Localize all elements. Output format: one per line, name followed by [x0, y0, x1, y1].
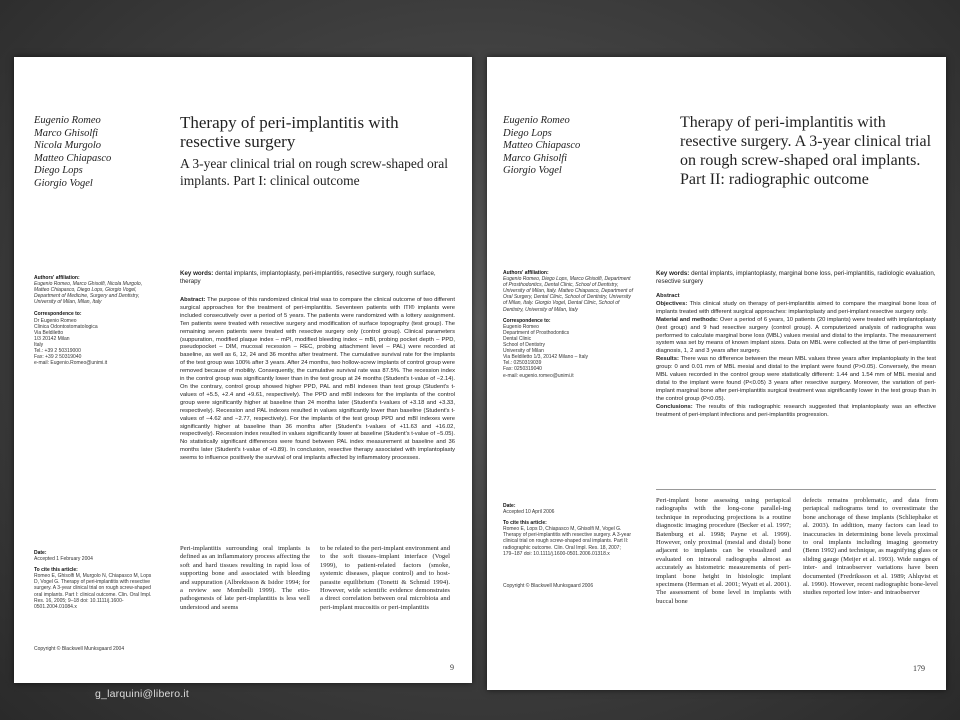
affiliation-text: Eugenio Romeo, Diego Lops, Marco Ghisolfi, Department of Prosthodontics, Dental Clinic, School of Dentistry, University of Milan, Italy. Matteo Chiapasco, Department of Oral Surgery, Dental Clinic, School of Dentistry, University of Milan, Italy. Giorgio Vogel, Dental Clinic, School of Dentistry, University of Milan, Italy: [503, 276, 633, 313]
correspondence-text: Eugenio Romeo Department of Prosthodontics Dental Clinic School of Dentistry University of Milan Via Beldiletto 1/3, 20142 Milano – Italy Tel.: 0250319039 Fax: 0250319040 e-mail: eugenio.romeo@unimi.it: [503, 323, 588, 379]
date-text: Accepted 10 April 2006: [503, 509, 555, 516]
keywords-text: dental implants, implantoplasty, marginal bone loss, peri-implantitis, radiologic evaluation, resective surgery: [656, 270, 936, 285]
date-block: [34, 550, 156, 610]
abstract-text: The purpose of this randomized clinical trial was to compare the clinical outcome of two different surgical approaches for the treatment of peri-implantitis. Seventeen patients with ITI® implants were included consecutively over a period of 5 years. The patients were randomized with a lottery assignment. Ten patients were treated with resective surgery and modification of surface topography (test group). The remaining seven patients were treated with resective surgery only (control group). Clinical parameters (suppuration, modified plaque index – mPI, modified bleeding index – mBI, probing pocket depth – PPD, pseudopocket – DIM, mucosal recession – REC, probing attachment level – PAL) were recorded at baseline, as well as 6, 12, 24 and 36 months after treatment. The cumulative survival rate for the implants of the test group was 100% after 3 years. After 24 months, two hollow-screw implants of control group were removed because of mobility. Consequently, the cumulative survival rate was 87.5%. The recession index in the control group was significantly lower than in the test group at 24 months (Student's t-value of −2.14). On the contrary, control group showed higher PPD, PAL and mBI indexes than test group (Student's t-values of +5.5, +2.4 and +9.61, respectively). The PPD and mBI indexes for the implants of the control group were significantly higher at baseline than 24 months later (Student's t-values of +3.18 and +3.33, respectively). Recession and PAL indexes resulted in values significantly lower than baseline (Student's t-values of −4.62 and −2.77, respectively). For the implants of the test group PPD and mBI indexes were significantly higher at baseline than 36 months after (Student's t-values of +11.63 and +16.02, respectively). Recession index resulted in values significantly lower at baseline (Student's t-value of −5.05). No statistically significant differences were found between PAL index measurement at baseline and 36 months later (Student's t-value of +0.89). In conclusion, resective therapy associated with implantoplasty seems to influence positively the survival of oral implants affected by inflammatory processes.: [180, 297, 455, 462]
keywords-label: Key words:: [656, 270, 690, 277]
page-number: 179: [913, 664, 925, 673]
cite-label: To cite this article:: [503, 520, 547, 527]
keywords-text: dental implants, implantoplasty, peri-implantitis, resective surgery, rough surface, therapy: [180, 270, 436, 285]
article-page-part-1: [14, 57, 472, 683]
abstract: [180, 297, 455, 463]
affiliation-text: Eugenio Romeo, Marco Ghisolfi, Nicola Murgolo, Matteo Chiapasco, Diego Lops, Giorgio Vogel, Department of Medicine, Surgery and Dentistry, University of Milan, Milan, Italy: [34, 281, 143, 306]
author-name: Marco Ghisolfi: [503, 152, 568, 164]
body-column-1: Peri-implantitis surrounding oral implants is defined as an inflammatory process affecting the soft and hard tissues resulting in rapid loss of supporting bone and associated with bleeding and suppuration (Albrektsson & Isidor 1994; for a review see Mombelli 1999). The etio-pathogenesis of late peri-implantitis is less well understood and seems: [180, 545, 310, 611]
date-text: Accepted 1 February 2004: [34, 556, 93, 563]
abstract-label: Abstract:: [180, 297, 206, 303]
author-name: Eugenio Romeo: [34, 115, 101, 126]
cite-text: Romeo E, Ghisolfi M, Murgolo N, Chiapasco M, Lops D, Vogel G. Therapy of peri-implantitis with resective surgery. A 3-year clinical trial on rough screw-shaped oral implants. Part I: clinical outcome. Clin. Oral Impl. Res. 16, 2005; 9–18 doi: 10.1111/j.1600-0501.2004.01084.x: [34, 573, 152, 610]
methods-label: Material and methods:: [656, 316, 718, 323]
section-divider: [656, 489, 936, 490]
author-name: Diego Lops: [503, 127, 552, 139]
copyright: Copyright © Blackwell Munksgaard 2006: [503, 583, 594, 589]
objectives-label: Objectives:: [656, 300, 688, 307]
author-list: [503, 115, 580, 178]
author-name: Diego Lops: [34, 165, 83, 177]
results-label: Results:: [656, 356, 679, 363]
results-text: There was no difference between the mean MBL values three years after implantoplasty in the test group: 0 and 0.01 mm of MBL mesial and distal to the implant were found (P>0.05). Conversely, the mean MBL values recorded in the control group were statistically different: 1.44 and 1.54 mm of MBL mesial and distal to the implant were found (P<0.05) 3 years after resective surgery. Moreover, the variation of peri-implant marginal bone after peri-implantitis surgical treatment was significantly lower in the test group than in the control group (P<0.05).: [656, 356, 936, 402]
affiliation-block: [503, 270, 633, 379]
conclusions-text: The results of this radiographic research suggested that implantoplasty was an effective treatment of peri-implant infections and peri-implantitis progression.: [656, 403, 936, 418]
author-name: Marco Ghisolfi: [34, 127, 99, 139]
cite-label: To cite this article:: [34, 567, 78, 574]
copyright: Copyright © Blackwell Munksgaard 2004: [34, 646, 125, 652]
author-list: [34, 115, 111, 191]
author-name: Nicola Murgolo: [34, 140, 101, 152]
affiliation-label: Authors' affiliation:: [34, 275, 80, 281]
affiliation-block: [34, 275, 156, 366]
body-column-1: Peri-implant bone assessing using periapical radiographs with the long-cone parallel-ing technique in reproducing projections is a routine diagnostic imaging procedure (Becker et al. 1997; Batenburg et al. 1998; Payne et al. 1999). However, only proximal (mesial and distal) bone adjacent to implants can be visualized and evaluated on intraoral radiographs almost as accurately as histometric measurements of peri-implant bone height in histologic implant specimens (Herman et al. 2001; Wyatt et al. 2001). The assessment of bone level in implants with buccal bone: [656, 497, 791, 605]
cite-text: Romeo E, Lops D, Chiapasco M, Ghisolfi M, Vogel G. Therapy of peri-implantitis with resective surgery. A 3-year clinical trial on rough screw-shaped oral implants. Part II: radiographic outcome. Clin. Oral Impl. Res. 18, 2007; 179–187 doi: 10.1111/j.1600-0501.2006.01318.x: [503, 526, 632, 557]
body-column-2: to be related to the peri-implant environment and to the soft tissues–implant interface (Vogel 1999), to patient-related factors (smoke, systemic diseases, plaque control) and to host-parasite equilibrium (Tonetti & Schmid 1994). However, wide scientific evidence demonstrates a direct correlation between oral microbiota and peri-implant mucositis or peri-implantitis: [320, 545, 450, 611]
body-column-2: defects remains problematic, and data from periapical radiograms tend to overestimate the bone anchorage of these implants (Schliephake et al. 2003). In addition, many factors can lead to inaccuracies in determining bone levels proximal to oral implants including imaging geometry (Benn 1992) and technique, as magnifying glass or sliding gauge (Meijer et al. 1993). Wide ranges of inter- and intraobserver variations have been documented (Fredriksson et al. 1989; Ahlqvist et al. 1990). However, recent radiographic bone-level studies reported low inter- and intraobserver: [803, 497, 938, 597]
keywords-label: Key words:: [180, 270, 214, 277]
author-name: Giorgio Vogel: [503, 165, 562, 177]
article-subtitle: A 3-year clinical trial on rough screw-shaped oral implants. Part I: clinical outcome: [180, 156, 449, 188]
conclusions-label: Conclusions:: [656, 403, 693, 410]
footer-email: g_larquini@libero.it: [95, 688, 190, 700]
date-block: [503, 503, 633, 557]
page-number: 9: [450, 663, 454, 672]
objectives-text: This clinical study on therapy of peri-implantitis aimed to compare the marginal bone loss of implants treated with different surgical approaches: implantoplasty and peri-implant resective surgery only.: [656, 300, 936, 315]
affiliation-label: Authors' affiliation:: [503, 270, 549, 276]
correspondence-label: Correspondence to:: [503, 317, 551, 324]
correspondence-label: Correspondence to:: [34, 311, 82, 318]
keywords: [180, 270, 455, 286]
date-label: Date:: [34, 550, 47, 556]
correspondence-text: Dr Eugenio Romeo Clinica Odontostomatologica Via Beldiletto 1/3 20142 Milan Italy Tel.: +39 2 50319000 Fax: +39 2 50319040 e-mail: Eugenio.Romeo@unimi.it: [34, 317, 108, 367]
abstract-heading: Abstract: [656, 293, 680, 299]
author-name: Eugenio Romeo: [503, 115, 570, 126]
methods-text: Over a period of 6 years, 10 patients (20 implants) were treated with implantoplasty (test group) and 9 had resective surgery (control group). A computerized analysis of radiographs was performed to calculate marginal bone loss (MBL) values mesial and distal to the implants. The measurement system was set by means of known implant sizes. Data on MBL were collected at the time of peri-implantitis diagnosis, 1, 2 and 3 years after surgery.: [656, 316, 936, 355]
author-name: Matteo Chiapasco: [503, 140, 581, 152]
article-page-part-2: [487, 57, 946, 690]
article-title: Therapy of peri-implantitis with resective surgery: [180, 113, 399, 151]
author-name: Giorgio Vogel: [34, 177, 93, 189]
keywords: [656, 270, 936, 286]
article-title: Therapy of peri-implantitis with resective surgery. A 3-year clinical trial on rough screw-shaped oral implants. Part II: radiographic outcome: [680, 114, 932, 188]
date-label: Date:: [503, 503, 516, 509]
author-name: Matteo Chiapasco: [34, 152, 112, 164]
abstract: [656, 293, 936, 420]
